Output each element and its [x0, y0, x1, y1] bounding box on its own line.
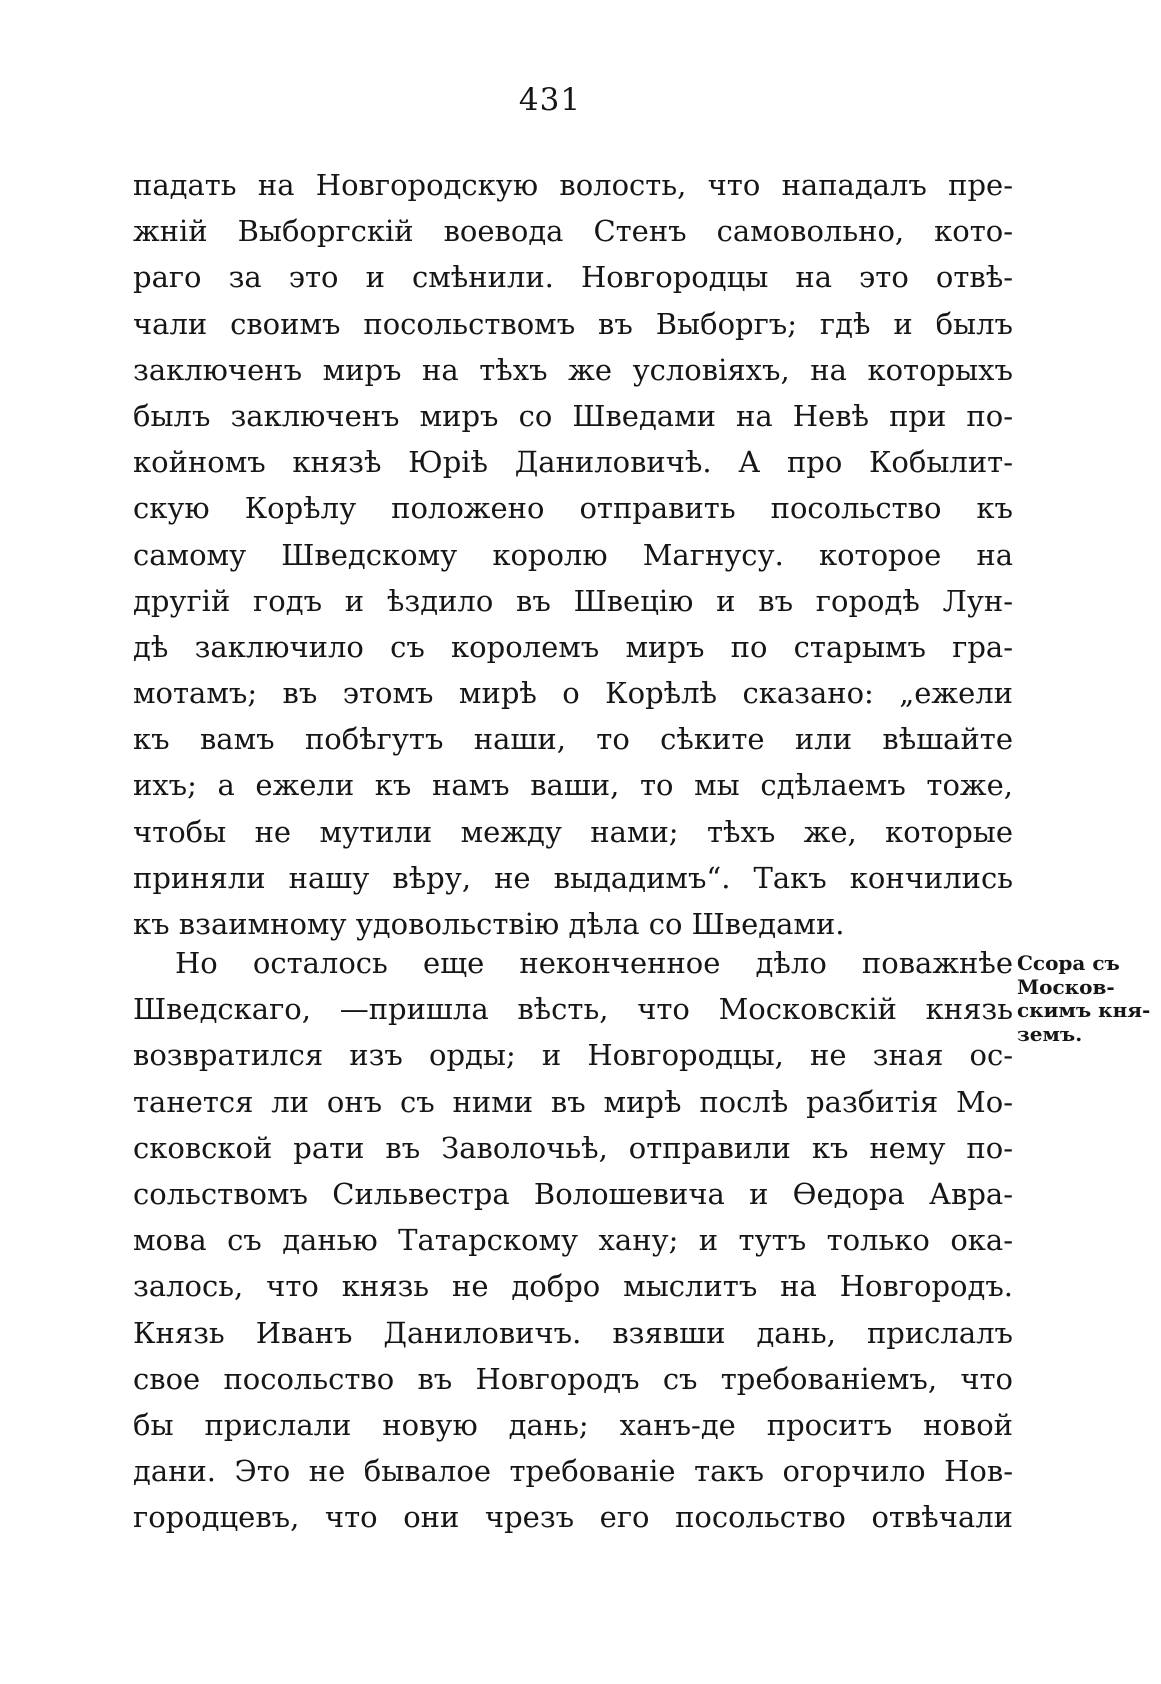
text-line: къ взаимному удовольствію дѣла со Шведами.	[133, 907, 845, 941]
margin-note-line: Москов-	[1017, 974, 1115, 999]
text-line: городцевъ, что они чрезъ его посольство отвѣчали	[133, 1500, 1013, 1535]
text-line: заключенъ миръ на тѣхъ же условіяхъ, на которыхъ	[133, 352, 1013, 387]
text-line: приняли нашу вѣру, не выдадимъ“. Такъ кончились	[133, 860, 1013, 895]
text-line: свое посольство въ Новгородъ съ требованіемъ, что	[133, 1361, 1013, 1396]
text-line: койномъ князѣ Юріѣ Даниловичѣ. А про Кобылит-	[133, 445, 1013, 480]
text-line: мотамъ; въ этомъ мирѣ о Корѣлѣ сказано: „ежели	[133, 676, 1013, 711]
text-line: танется ли онъ съ ними въ мирѣ послѣ разбитія Мо-	[133, 1084, 1013, 1119]
text-line: скую Корѣлу положено отправить посольство къ	[133, 491, 1013, 526]
text-line: падать на Новгородскую волость, что нападалъ пре-	[133, 168, 1013, 202]
text-line: Князь Иванъ Даниловичъ. взявши дань, прислалъ	[133, 1315, 1013, 1350]
text-line: другій годъ и ѣздило въ Швецію и въ городѣ Лун-	[133, 583, 1013, 618]
margin-note	[1017, 952, 1157, 1046]
paragraph-1	[133, 162, 1013, 947]
margin-note-line: земъ.	[1017, 1021, 1083, 1046]
text-line: Шведскаго, —пришла вѣсть, что Московскій князь	[133, 992, 1013, 1027]
text-line: раго за это и смѣнили. Новгородцы на это отвѣ-	[133, 260, 1013, 295]
text-line: былъ заключенъ миръ со Шведами на Невѣ при по-	[133, 398, 1013, 433]
text-line: сольствомъ Сильвестра Волошевича и Ѳедора Авра-	[133, 1176, 1013, 1211]
margin-note-line: скимъ кня-	[1017, 998, 1151, 1022]
text-line: чтобы не мутили между нами; тѣхъ же, которые	[133, 814, 1013, 849]
text-line: Но осталось еще неконченное дѣло поважнѣе	[175, 946, 1013, 980]
text-line: дѣ заключило съ королемъ миръ по старымъ гра-	[133, 629, 1013, 664]
text-line: дани. Это не бывалое требованіе такъ огорчило Нов-	[133, 1454, 1013, 1489]
text-line: возвратился изъ орды; и Новгородцы, не зная ос-	[133, 1038, 1013, 1073]
text-line: жній Выборгскій воевода Стенъ самовольно, кото-	[133, 214, 1013, 249]
paragraph-2	[133, 940, 1013, 1540]
text-line: ихъ; а ежели къ намъ ваши, то мы сдѣлаемъ тоже,	[133, 768, 1013, 803]
margin-note-line: Ссора съ	[1017, 951, 1120, 975]
text-line: сковской рати въ Заволочьѣ, отправили къ нему по-	[133, 1130, 1013, 1165]
page-number: 431	[518, 82, 582, 118]
text-line: залось, что князь не добро мыслитъ на Новгородъ.	[133, 1269, 1013, 1304]
text-line: самому Шведскому королю Магнусу. которое на	[133, 537, 1013, 572]
text-line: мова съ данью Татарскому хану; и тутъ только ока-	[133, 1223, 1013, 1258]
text-line: бы прислали новую дань; ханъ-де проситъ новой	[133, 1407, 1013, 1442]
text-line: къ вамъ побѣгутъ наши, то сѣките или вѣшайте	[133, 722, 1013, 757]
text-line: чали своимъ посольствомъ въ Выборгъ; гдѣ и былъ	[133, 306, 1013, 341]
